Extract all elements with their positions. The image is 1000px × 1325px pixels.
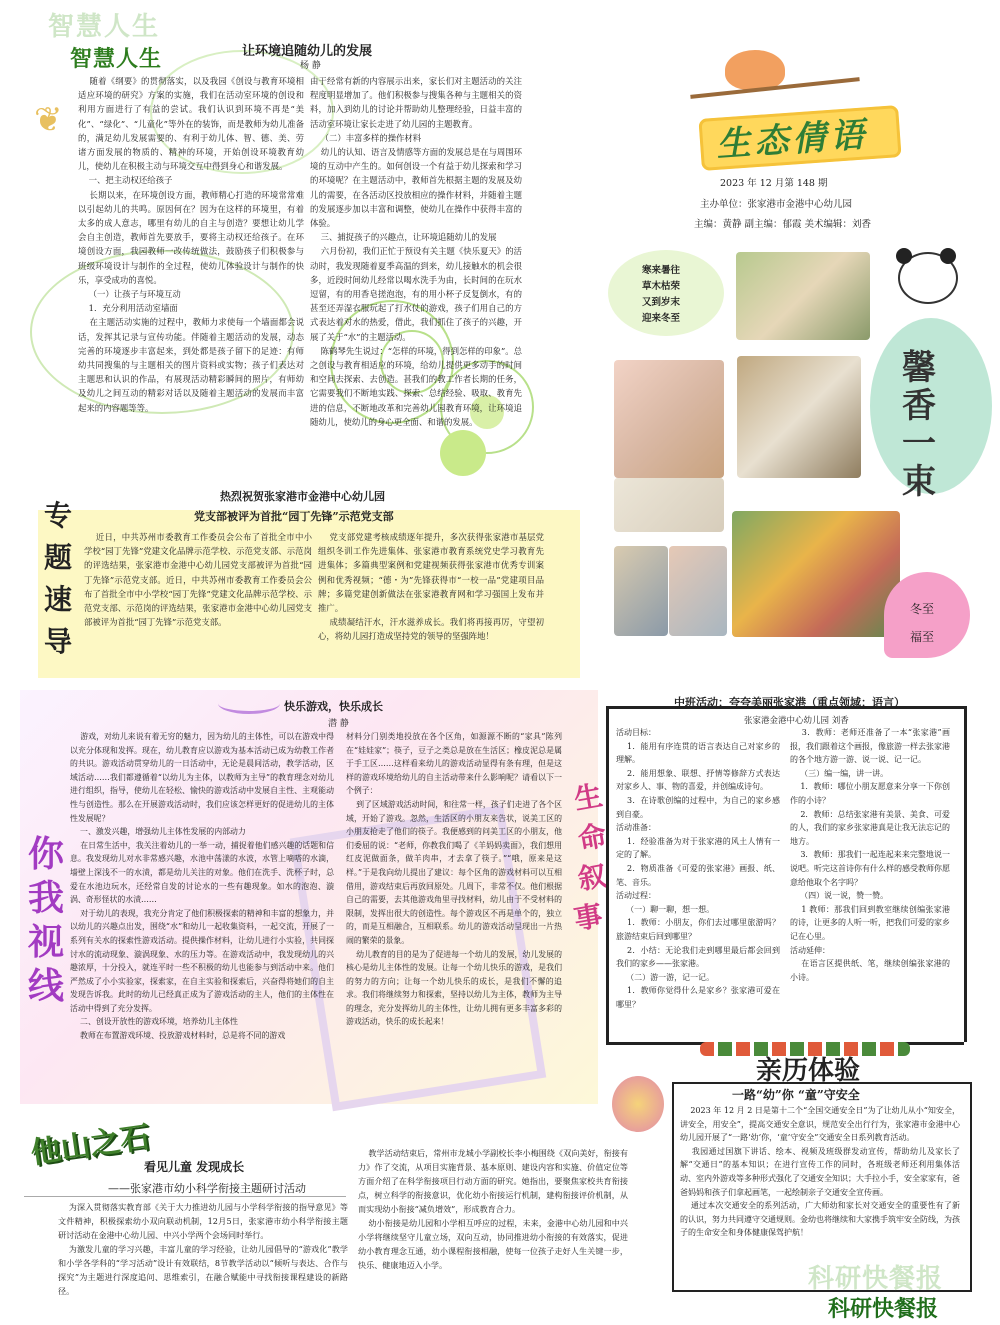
seeing-you-char-3: 视 <box>28 922 65 963</box>
research-express: 科研快餐报 <box>828 1297 939 1322</box>
seeing-you-char-1: 你 <box>28 834 65 875</box>
special-report-char-2: 题 <box>44 541 73 574</box>
masthead-bird-decoration <box>725 50 785 90</box>
photo-children-cooking <box>736 252 870 340</box>
section-label-wisdom-life-shadow: 智慧人生 <box>48 12 161 42</box>
photo-girl-drawing <box>669 546 727 636</box>
butterfly-icon: ❦ <box>34 100 63 140</box>
life-narrative-char-4: 事 <box>571 898 605 937</box>
article4-frame-right <box>964 706 967 1042</box>
article2-title2: 党支部被评为首批“园丁先锋”示范党支部 <box>194 510 394 523</box>
article1-col1: 随着《纲要》的贯彻落实，以及我园《创设与教育环境相适应环境的研究》方案的实施，我们在活动室环境的创设和利用方面进行了有益的尝试。我们认识到环境不再是“美化”、“绿化”、“儿童化”等外在的装饰，而是教师为幼儿准备的，满足幼儿发展需要的、有利于幼儿体、智、德、美、劳诸方面发展的物质的、精神的环境，开始创设环境教育幼儿，使幼儿在积极主动与环境交互中得到身心和谐发展。 一、把主动权还给孩子 长期以来，在环境创设方面，教师精心打造的环境常常难以引起幼儿的共鸣。原因何在？因为在这样的环境里，有着太多的成人意志，哪里有幼儿的自主与创造？要想让幼儿学会自主创造，教师首先要放手，要将主动权还给孩子。在环境创设方面，我园教师一改传统做法，鼓励孩子们积极参与班级环境设计与制作的全过程，使幼儿体验设计与制作的快乐，享受成功的喜悦。 （一）让孩子与环境互动 1．充分利用活动室墙面 在主题活动实施的过程中，教师力求使每一个墙面都会说话，发挥其记录与宣传功能。伴随着主题活动的发展，动态完善的环境逐步丰富起来，到处都是孩子留下的足迹：有师幼共同搜集的与主题相关的图片资料或实物；孩子们表达对主题思和认识的作品，有展现活动精彩瞬间的照片，有师幼及幼儿之间互动的精彩对话以及随着主题活动的发展而丰富起来的内容题等等。 <box>78 76 305 413</box>
article4-col1: 活动目标： 1．能用有序连贯的语言表达自己对家乡的理解。 2．能用想象、联想、抒情等修辞方式表达对家乡人、事、物的喜爱，并创编成诗句。 3．在诗歌创编的过程中，为自己的家乡感到自豪。 活动准备： 1．经验准备为对于张家港的风土人情有一定的了解。 2．物质准备《可爱的张家港》画报、纸、笔、音乐。 活动过程： （一）聊一聊，想一想。 1．教师：小朋友，你们去过哪里旅游吗？旅游结束后回到哪里？ 2．小结：无论我们走到哪里最后都会回到我们的家乡——张家港。 （二）游一游，记一记。 1．教师你觉得什么是家乡？张家港可爱在哪里？ <box>616 728 781 1009</box>
special-report-char-1: 专 <box>44 499 73 532</box>
article2-title1: 热烈祝贺张家港市金港中心幼儿园 <box>220 490 385 503</box>
article5-col2: 教学活动结束后，常州市龙城小学副校长李小梅围绕《双向美好，衔接有力》作了交流，从项目实施背景、基本原则、建设内容和实施、价值定位等方面介绍了在科学衔接项目行动方面的研究。她指出，要聚焦家校共育衔接点，树立科学的衔接意识，优化幼小衔接运行机制，建构衔接评价机制，从而实现幼小衔接“减负增效”，形成教育合力。 幼小衔接是幼儿园和小学相互呼应的过程，未来，金港中心幼儿园和中兴小学将继续坚守儿童立场，双向互动，协同推进幼小衔接的有效落实，促进幼小教育理念互通，幼小课程衔接相融，使每一位孩子走好人生关键一步，快乐、健康地迈入小学。 <box>358 1148 628 1270</box>
special-report-char-4: 导 <box>44 625 73 658</box>
flower-decoration <box>440 430 486 476</box>
masthead-editors: 主编：黄静 副主编：郁霞 美术编辑：刘香 <box>694 219 872 230</box>
research-express-shadow: 科研快餐报 <box>808 1264 944 1294</box>
poem-line-2: 草木枯荣 <box>642 281 681 292</box>
photo-dough-plate <box>614 478 724 532</box>
article4-title: 中班活动：夸夸美丽张家港（重点领域：语言） <box>674 696 905 709</box>
photo-dumplings <box>737 356 861 478</box>
article3-col1: 游戏，对幼儿来说有着无穷的魅力，因为幼儿的主体性，可以在游戏中得以充分体现和发挥。现在，幼儿教育应以游戏为基本活动已成为幼教工作者的共识。游戏活动贯穿幼儿的一日活动中，无论是晨间活动，教学活动，区域活动……我们都遵循着“以幼儿为主体，以教师为主导”的教育理念对幼儿进行组织，指导，使幼儿在轻松、愉快的游戏活动中发展自主性、主观能动性与创造性。那么在开展游戏活动时，我们应该怎样更好的促进幼儿的主体性发展呢？ 一、激发兴趣，增强幼儿主体性发展的内部动力 在日常生活中，我关注着幼儿的一举一动，捕捉着他们感兴趣的话题和信息。我发现幼儿对水非常感兴趣，水池中荡漾的水波，水管上嘀嗒的水滴，墙壁上深浅不一的水渍，都是幼儿关注的对象。他们在洗手、洗杯子时，总爱在水池边玩水，还经常自发的讨论水的一些有趣现象。如水的泡泡、漩涡、奇形怪状的水渍…… 对于幼儿的表现，我充分肯定了他们积极探索的精神和丰富的想象力，并以幼儿的兴趣点出发，围绕“水”和幼儿一起收集资料，一起交流，开展了一系列有关水的探索性游戏活动。提供操作材料，让幼儿进行小实验，共同探讨水的流动现象、漩涡现象、水的压力等。在游戏活动中，我发现幼儿的兴趣浓厚，十分投入，就连平时一些不积极的幼儿也能参与到活动中来。他们严然成了小小实验家，探索家，在自主实验和探索后，兴奋得将她们的自主发现告诉我。此时的幼儿已经真正成为了游戏活动的主人，他们的主体性在活动中得到了充分发挥。 二、创设开放性的游戏环境，培养幼儿主体性 教师在布置游戏环境、投放游戏材料时，总是将不同的游戏 <box>70 732 334 1041</box>
masthead-issue: 2023 年 12 月第 148 期 <box>720 178 828 189</box>
article5-subtitle: ——张家港市幼小科学衔接主题研讨活动 <box>108 1182 306 1195</box>
seeing-you-char-4: 线 <box>28 966 65 1007</box>
photo-boy-drawing <box>614 546 668 636</box>
article3-col2: 材料分门别类地投放在各个区角，如源源不断的“家具”陈列在“娃娃家”；筷子，豆子之类总是放在生活区；橡皮泥总是属于手工区……这样看来幼儿的游戏活动显得有条有理，但是这样的游戏环境给幼儿的自主活动带来什么影响呢？请看以下一个例子： 到了区域游戏活动时间，和往常一样，孩子们走进了各个区域，开始了游戏。忽然，生活区的小朋友来告状，说美工区的小朋友抢走了他们的筷子。我便感到的问美工区的小朋友，他们委屈的说：“老师，你教我们喝了《羊妈妈卖面》，我们想用红皮泥做面条，做羊肉串，才去拿了筷子。”“哦，原来是这样。”于是我向幼儿提出了建议：每个区角的游戏材料可以互相借用，游戏结束后再放回原处。几周下，非常不仅。他们根据自己的需要，去其他游戏角里寻找材料，幼儿由于不受材料的限制，发挥出很大的创造性。每个游戏区不再是单个的，独立的，而是互相融合，互相联系。幼儿的游戏活动呈现出一片热闹的繁荣的景象。 幼儿教育的目的是为了促进每一个幼儿的发展，幼儿发展的核心是幼儿主体性的发展。让每一个幼儿快乐的游戏，是我们的努力的方向；让每一个幼儿快乐的成长，是我们不懈的追求。我们将继续努力和探索，坚持以幼儿为主体，教师为主导的理念，充分发挥幼儿的主体性，让幼儿拥有更多丰富多彩的游戏活动，快乐的成长起来！ <box>346 732 562 1027</box>
article2-col2: 党支部党建考核成绩逐年提升，多次获得张家港市基层党组织冬训工作先进集体、张家港市教育系统党史学习教育先进集体；多篇典型案例和党建视频获得张家港市优秀专训案例和优秀视频；“德・为”先锋获得市“一校一品”党建项目品牌；多篇党建创新做法在张家港教育网和学习强国上发布并推广。 成绩凝结汗水，汗水滋养成长。我们将再接再厉，守望初心，将幼儿园打造成坚持党的领导的坚强阵地！ <box>318 532 545 642</box>
article2-col1: 近日，中共苏州市委教育工作委员会公布了首批全市中小学校“园丁先锋”党建文化品牌示范学校、示范党支部、示范岗的评选结果，张家港市金港中心幼儿园党支部被评为首批“园丁先锋”示范党支部。近日，中共苏州市委教育工作委员会公布了首批全市中小学校“园丁先锋”党建文化品牌示范学校、示范党支部、示范岗的评选结果，张家港市金港中心幼儿园党支部被评为首批“园丁先锋”示范党支部。 <box>84 532 313 628</box>
article1-title: 让环境追随幼儿的发展 <box>242 44 373 59</box>
photo-art-display <box>732 511 900 637</box>
photo-girl-eating <box>614 360 724 478</box>
special-report-char-3: 速 <box>44 583 73 616</box>
fragrance-char-4: 束 <box>902 462 936 502</box>
article1-col2: 由于经常有新的内容展示出来，家长们对主题活动的关注程度明显增加了。他们积极参与搜集各种与主题相关的资料，加入到幼儿的讨论并帮助幼儿整理经验，日益丰富的活动室环境让家长走进了幼儿园的主题教育。 （二）丰富多样的操作材料 幼儿的认知、语言及情感等方面的发展总是在与周围环境的互动中产生的。如何创设一个有益于幼儿探索和学习的环境呢？在主题活动中，教师首先根据主题的发展及幼儿的需要，在各活动区投放相应的操作材料，并随着主题的发展逐步加以丰富和调整，使幼儿在操作中获得丰富的体验。 三、捕捉孩子的兴趣点，让环境追随幼儿的发展 六月份初，我们正忙于预设有关主题《快乐夏天》的活动时，我发现随着夏季高温的到来，幼儿接触水的机会很多，近段时间幼儿经常以喝水洗手为由，长时间的在玩水逗留，有的用香皂搓泡泡，有的用小杯子反复倒水，有的甚至还弄湿衣服玩起了打水仗的游戏，孩子们用自己的方式表达着对水的热爱，借此，我们抓住了孩子的兴趣，开展了关于“水”的主题活动。 陈鹤琴先生说过：“怎样的环境，得到怎样的印象”。总之创设与教育相适应的环境，给幼儿提供更多动手的时间和空间去探索、去创造。甚我们的教工作者长期的任务，它需要我们不断地实践、探索、总结经验、吸取、教育先进的信息，不断地改革和完善幼儿园教育环境，让环境追随幼儿，使幼儿的身心更全面、和谐的发展。 <box>310 76 522 427</box>
article3-author: 潜 静 <box>328 719 349 729</box>
poem-line-1: 寒来暑往 <box>642 265 681 276</box>
fragrance-char-2: 香 <box>902 386 936 426</box>
masthead-host: 主办单位：张家港市金港中心幼儿园 <box>700 199 853 210</box>
article5-col1: 为深入贯彻落实教育部《关于大力推进幼儿园与小学科学衔接的指导意见》等文件精神，积极探索幼小双向联动机制，12月5日，张家港市幼小科学衔接主题研讨活动在金港中心幼儿园、中兴小学两个会场同时举行。 为激发儿童的学习兴趣，丰富儿童的学习经验，让幼儿园倡导的“游戏化”教学和小学各学科的“学习活动”设计有效联结，8节教学活动以“倾听与表达、合作与探究”为主题进行深度追问、思维索引，在融合赋能中寻找衔接课程建设的新路径。 <box>58 1202 348 1296</box>
article1-author: 杨 静 <box>300 61 321 71</box>
article5-title: 看见儿童 发现成长 <box>144 1160 245 1174</box>
other-mountains-title: 他山之石 <box>28 1119 153 1172</box>
article4-frame-left <box>606 706 609 1042</box>
masthead-title: 生态倩语 <box>715 114 870 166</box>
article3-title: 快乐游戏，快乐成长 <box>284 700 383 713</box>
poem-line-4: 迎来冬至 <box>642 313 681 324</box>
section-label-wisdom-life: 智慧人生 <box>70 47 163 72</box>
article6-title: 一路“幼”你 “童”守安全 <box>732 1088 860 1102</box>
fairy-decoration <box>612 1076 664 1132</box>
life-narrative-char-1: 生 <box>571 778 605 817</box>
winter-badge-line-1: 冬至 <box>910 602 935 616</box>
life-narrative-char-2: 命 <box>575 818 609 857</box>
panda-ear-left <box>896 248 912 264</box>
seeing-you-char-2: 我 <box>28 878 65 919</box>
article6-body: 2023 年 12 月 2 日是第十二个“全国交通安全日”为了让幼儿从小“知安全，讲安全，用安全”，提高交通安全意识，规范安全出行行为，张家港市金港中心幼儿园开展了“一路‘幼’你，‘童’守安全”交通安全日系列教育活动。 我园通过国旗下讲话、绘本、视频及班级群发动宣传，帮助幼儿及家长了解“交通日”的基本知识；在进行宣传工作的同时，各班级老师还利用集体活动、室内外游戏等多种形式强化了交通安全知识；大手拉小手，安全家家有，爸爸妈妈和孩子们拿起画笔，一起绘制亲子交通安全宣传画。 通过本次交通安全的系列活动，广大师幼和家长对交通安全的重要性有了新的认识，努力共同遵守交通规则。金幼也将继续和大家携手筑牢安全防线，为孩子的生命安全和身体健康保驾护航！ <box>680 1106 961 1238</box>
article4-col2: 3．教师：老师还准备了一本“张家港”画报，我们跟着这个画报，像旅游一样去张家港的各个地方游一游、说一说、记一记。 （三）编一编，讲一讲。 1．教师：哪位小朋友愿意来分享一下你创作的小诗？ 2．教师：总结张家港有美景、美食、可爱的人，我们的家乡张家港真是让我无法忘记的地方。 3．教师：那我们一起连起来来完整地说一说吧。听完这首诗你有什么样的感受教师你愿意给他取个名字吗？ （四）说一说，赞一赞。 1 教师：那我们回到教室继续创编张家港的诗，让更多的人听一听，把我们可爱的家乡记在心里。 活动延伸： 在语言区提供纸、笔，继续创编张家港的小诗。 <box>790 728 951 982</box>
fragrance-char-3: 一 <box>902 424 936 464</box>
article4-author: 张家港金港中心幼儿园 刘香 <box>744 716 849 726</box>
poem-line-3: 又到岁末 <box>642 297 681 308</box>
article5-divider <box>24 1196 346 1197</box>
swirl-ornament <box>218 693 280 714</box>
experience-title: 亲历体验 <box>756 1056 861 1086</box>
fragrance-char-1: 馨 <box>902 348 936 388</box>
panda-ear-right <box>940 248 956 264</box>
winter-badge-line-2: 福至 <box>910 630 935 644</box>
life-narrative-char-3: 叙 <box>575 858 609 897</box>
